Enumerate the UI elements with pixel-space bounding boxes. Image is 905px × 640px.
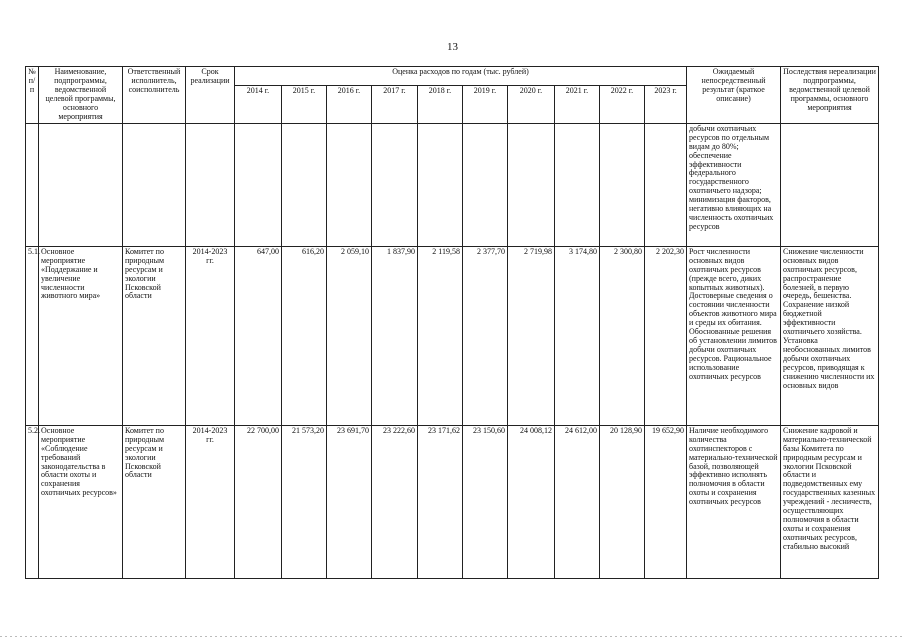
row-num: 5.2.	[26, 425, 39, 578]
cost-cell: 20 128,90	[600, 425, 645, 578]
consequences-cell: Снижение численности основных видов охотничьих ресурсов, распространение болезней, в первую очередь, бешенства. Сохранение низкой бюджетной эффективности охотничьего хозяйства. Установка необоснованных лимитов добычи охотничьих ресурсов, приводящая к снижению численности их основных видов	[781, 246, 879, 425]
cost-cell: 24 612,00	[555, 425, 600, 578]
consequences-cell: Снижение кадровой и материально-технической базы Комитета по природным ресурсам и экологии Псковской области и подведомственных ему государственных казенных учреждений - лесничеств, осуществляющих полномочия в области охоты и сохранения охотничьих ресурсов, стабильно высокий	[781, 425, 879, 578]
cost-cell: 22 700,00	[235, 425, 282, 578]
header-costs: Оценка расходов по годам (тыс. рублей)	[235, 67, 687, 86]
scan-edge-divider	[0, 636, 905, 637]
row-name: Основное мероприятие «Поддержание и увеличение численности животного мира»	[39, 246, 123, 425]
cost-cell: 2 202,30	[645, 246, 687, 425]
result-cell: Наличие необходимого количества охотинспекторов с материально-технической базой, позволяющей эффективно исполнять полномочия в области охоты и сохранения охотничьих ресурсов	[687, 425, 781, 578]
header-year: 2019 г.	[463, 86, 508, 123]
header-term: Срок реализации	[186, 67, 235, 124]
row-term: 2014-2023 гг.	[186, 425, 235, 578]
table-row	[26, 246, 879, 425]
cost-cell: 2 719,98	[508, 246, 555, 425]
cost-cell: 1 837,90	[372, 246, 418, 425]
header-year: 2020 г.	[508, 86, 555, 123]
header-result: Ожидаемый непосредственный результат (краткое описание)	[687, 67, 781, 124]
header-executor: Ответственный исполнитель, соисполнитель	[123, 67, 186, 124]
cost-cell: 19 652,90	[645, 425, 687, 578]
cost-cell: 21 573,20	[282, 425, 327, 578]
program-table	[25, 66, 879, 579]
cost-cell: 3 174,80	[555, 246, 600, 425]
header-num: № п/п	[26, 67, 39, 124]
row-executor: Комитет по природным ресурсам и экологии Псковской области	[123, 425, 186, 578]
cost-cell: 616,20	[282, 246, 327, 425]
row-executor: Комитет по природным ресурсам и экологии Псковской области	[123, 246, 186, 425]
result-cell: Рост численности основных видов охотничьих ресурсов (прежде всего, диких копытных животных). Достоверные сведения о состоянии численности объектов животного мира и среды их обитания. Обоснованные решения об установлении лимитов добычи охотничьих ресурсов. Рациональное использование охотничьих ресурсов	[687, 246, 781, 425]
cost-cell: 2 300,80	[600, 246, 645, 425]
cost-cell: 2 119,58	[418, 246, 463, 425]
header-year: 2015 г.	[282, 86, 327, 123]
cost-cell: 2 377,70	[463, 246, 508, 425]
cost-cell: 23 171,62	[418, 425, 463, 578]
header-year: 2018 г.	[418, 86, 463, 123]
row-num: 5.1.	[26, 246, 39, 425]
header-year: 2016 г.	[327, 86, 372, 123]
header-year: 2023 г.	[645, 86, 687, 123]
header-name: Наименование, подпрограммы, ведомственной целевой программы, основного мероприятия	[39, 67, 123, 124]
cost-cell: 23 150,60	[463, 425, 508, 578]
header-year: 2014 г.	[235, 86, 282, 123]
row-term: 2014-2023 гг.	[186, 246, 235, 425]
header-year: 2021 г.	[555, 86, 600, 123]
cost-cell: 23 691,70	[327, 425, 372, 578]
row-name: Основное мероприятие «Соблюдение требований законодательства в области охоты и сохранения охотничьих ресурсов»	[39, 425, 123, 578]
table-row	[26, 425, 879, 578]
cost-cell: 2 059,10	[327, 246, 372, 425]
header-year: 2022 г.	[600, 86, 645, 123]
page-number: 13	[447, 41, 458, 53]
table-row-continuation	[26, 123, 879, 246]
cost-cell: 24 008,12	[508, 425, 555, 578]
result-cell: добычи охотничьих ресурсов по отдельным видам до 80%; обеспечение эффективности федерального государственного охотничьего надзора; минимизация факторов, негативно влияющих на численность охотничьих ресурсов	[687, 123, 781, 246]
header-year: 2017 г.	[372, 86, 418, 123]
header-consequences: Последствия нереализации подпрограммы, ведомственной целевой программы, основного мероприятия	[781, 67, 879, 124]
cost-cell: 647,00	[235, 246, 282, 425]
cost-cell: 23 222,60	[372, 425, 418, 578]
